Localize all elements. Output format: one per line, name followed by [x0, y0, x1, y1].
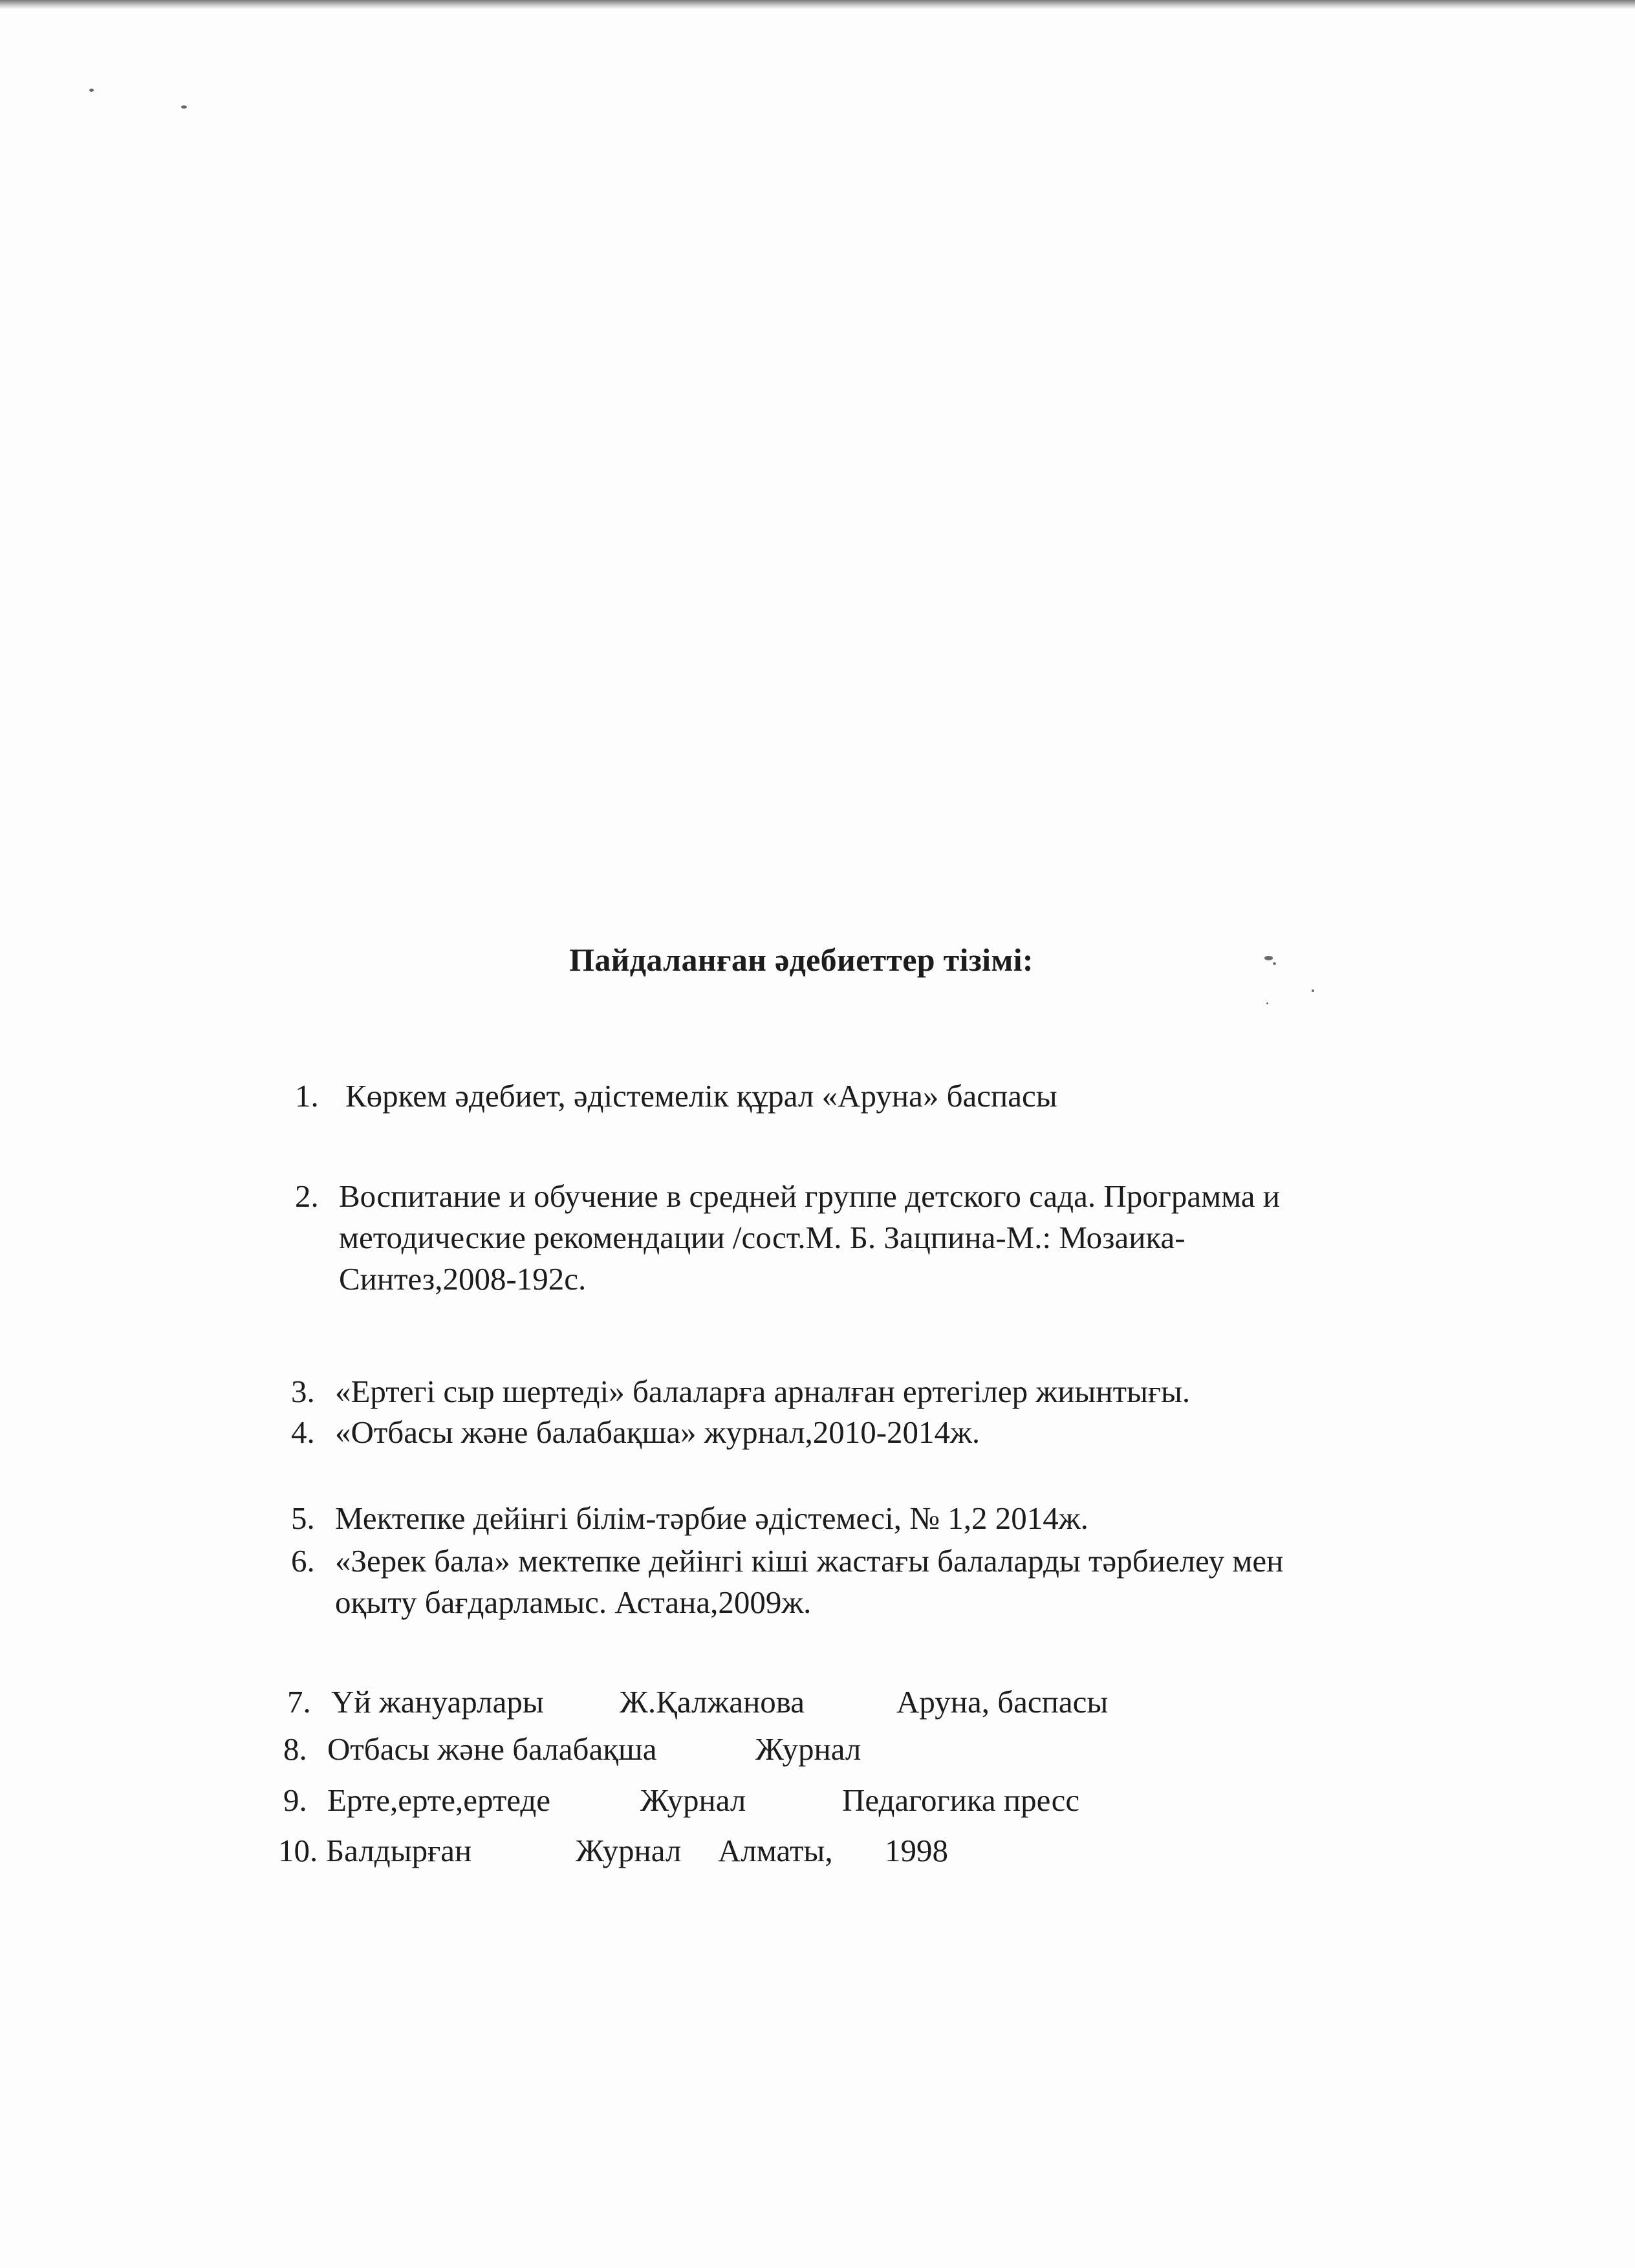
- page-title-text: Пайдаланған әдебиеттер тізімі:: [569, 942, 1034, 978]
- item-type: Журнал: [755, 1731, 861, 1767]
- item-number: 2.: [295, 1178, 319, 1214]
- item-text: Воспитание и обучение в средней группе детского сада. Программа и: [339, 1178, 1280, 1214]
- scan-speck: [1266, 1002, 1268, 1004]
- item-type: Журнал: [640, 1782, 746, 1818]
- item-text: Көркем әдебиет, әдістемелік құрал «Аруна» баспасы: [345, 1078, 1057, 1114]
- item-title: Үй жануарлары: [331, 1684, 544, 1720]
- page-title: [0, 941, 1635, 978]
- item-text: «Ертегі сыр шертеді» балаларға арналған ертегілер жиынтығы.: [335, 1374, 1191, 1409]
- item-text-continued: оқыту бағдарламыс. Астана,2009ж.: [335, 1584, 812, 1620]
- item-title: Балдырған: [326, 1833, 472, 1868]
- item-city: Алматы,: [718, 1833, 833, 1868]
- item-number: 5.: [291, 1500, 315, 1536]
- item-text: Мектепке дейінгі білім-тәрбие әдістемесі, № 1,2 2014ж.: [335, 1500, 1088, 1536]
- item-publisher: Аруна, баспасы: [896, 1684, 1109, 1720]
- item-year: 1998: [885, 1833, 948, 1868]
- scan-speck: [1312, 989, 1314, 992]
- item-number: 3.: [291, 1374, 315, 1409]
- item-number: 10.: [278, 1833, 318, 1868]
- item-number: 9.: [283, 1782, 307, 1818]
- item-text: «Отбасы және балабақша» журнал,2010-2014ж.: [335, 1414, 980, 1450]
- item-type: Журнал: [576, 1833, 682, 1868]
- item-number: 4.: [291, 1414, 315, 1450]
- item-text-continued: Синтез,2008-192с.: [339, 1261, 587, 1297]
- scan-speck: [181, 105, 187, 109]
- item-text-continued: методические рекомендации /сост.М. Б. Зацпина-М.: Мозаика-: [339, 1220, 1186, 1255]
- item-publisher: Педагогика пресс: [842, 1782, 1080, 1818]
- scan-edge: [0, 0, 1635, 9]
- item-number: 7.: [287, 1684, 311, 1720]
- item-author: Ж.Қалжанова: [620, 1684, 805, 1720]
- item-number: 8.: [283, 1731, 307, 1767]
- item-number: 6.: [291, 1543, 315, 1579]
- item-number: 1.: [295, 1078, 319, 1114]
- item-title: Отбасы және балабақша: [327, 1731, 657, 1767]
- item-text: «Зерек бала» мектепке дейінгі кіші жастағы балаларды тәрбиелеу мен: [335, 1543, 1284, 1579]
- scan-speck: [89, 89, 94, 92]
- item-title: Ерте,ерте,ертеде: [327, 1782, 551, 1818]
